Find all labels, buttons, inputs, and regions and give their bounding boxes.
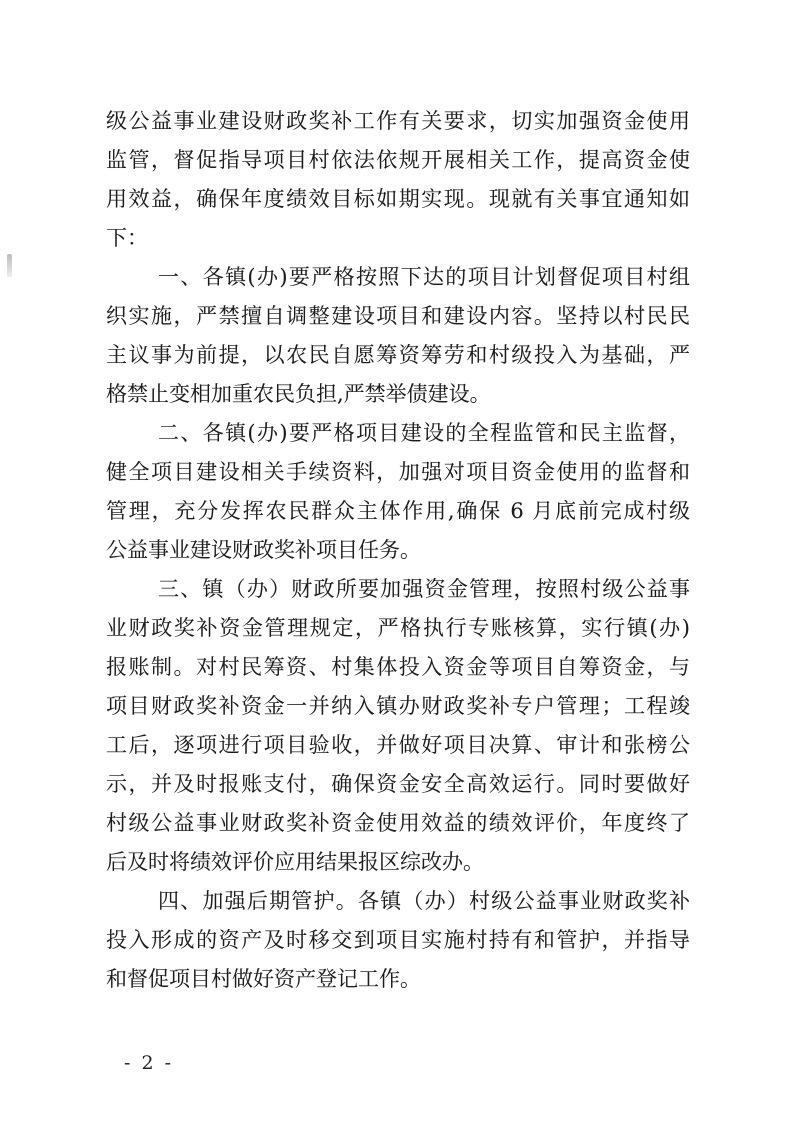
paragraph	[106, 258, 690, 414]
text-line: 二、各镇(办)要严格项目建设的全程监管和民主监督，	[158, 421, 690, 445]
text-line: 工后，逐项进行项目验收，并做好项目决算、审计和张榜公	[106, 733, 690, 757]
text-line: 投入形成的资产及时移交到项目实施村持有和管护，并指导	[106, 928, 690, 952]
paragraph	[106, 882, 690, 999]
text-line: 后及时将绩效评价应用结果报区综改办。	[106, 850, 484, 874]
text-line: 业财政奖补资金管理规定，严格执行专账核算，实行镇(办)	[106, 616, 690, 640]
text-line: 织实施，严禁擅自调整建设项目和建设内容。坚持以村民民	[106, 304, 690, 328]
text-line: 格禁止变相加重农民负担,严禁举债建设。	[106, 382, 491, 406]
text-line: 三、镇（办）财政所要加强资金管理，按照村级公益事	[158, 577, 690, 601]
text-line: 村级公益事业财政奖补资金使用效益的绩效评价，年度终了	[106, 811, 690, 835]
text-line: 项目财政奖补资金一并纳入镇办财政奖补专户管理；工程竣	[106, 694, 690, 718]
text-line: 四、加强后期管护。各镇（办）村级公益事业财政奖补	[158, 889, 690, 913]
text-line: 级公益事业建设财政奖补工作有关要求，切实加强资金使用	[106, 109, 690, 133]
scan-artifact-mark	[7, 254, 12, 277]
text-line: 用效益，确保年度绩效目标如期实现。现就有关事宜通知如	[106, 187, 690, 211]
paragraph	[106, 414, 690, 570]
text-line: 主议事为前提，以农民自愿筹资筹劳和村级投入为基础，严	[106, 343, 690, 367]
text-line: 下：	[106, 226, 148, 250]
page-number: - 2 -	[124, 1052, 172, 1074]
text-line: 和督促项目村做好资产登记工作。	[106, 967, 421, 991]
text-line: 报账制。对村民筹资、村集体投入资金等项目自筹资金，与	[106, 655, 690, 679]
paragraph	[106, 570, 690, 882]
text-line: 健全项目建设相关手续资料，加强对项目资金使用的监督和	[106, 460, 690, 484]
text-line: 监管，督促指导项目村依法依规开展相关工作，提高资金使	[106, 148, 690, 172]
text-line: 管理，充分发挥农民群众主体作用,确保 6 月底前完成村级	[106, 499, 690, 523]
document-body	[106, 102, 690, 999]
text-line: 一、各镇(办)要严格按照下达的项目计划督促项目村组	[158, 265, 690, 289]
text-line: 示，并及时报账支付，确保资金安全高效运行。同时要做好	[106, 772, 690, 796]
text-line: 公益事业建设财政奖补项目任务。	[106, 538, 421, 562]
paragraph	[106, 102, 690, 258]
